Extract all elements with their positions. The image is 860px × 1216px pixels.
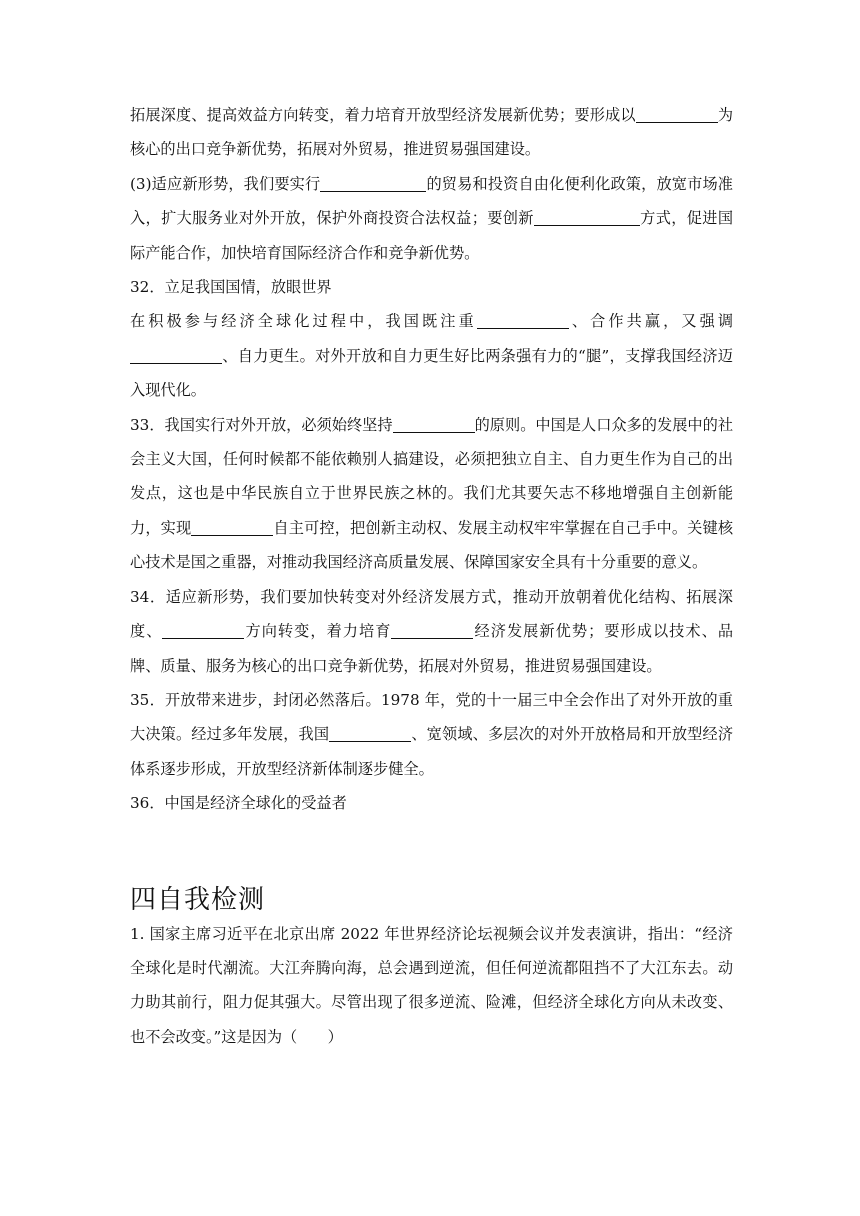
text-run: 、宽领域、多层次的对外开放格局和开放型经济体系逐步形成，开放型经济新体制逐步健全。: [130, 725, 734, 778]
fill-blank[interactable]: [130, 345, 222, 364]
document-page: [130, 98, 733, 1054]
text-run: 经济发展新优势；要形成以技术、品牌、质量、服务为核心的出口竞争新优势，拓展对外贸易，推进贸易强国建设。: [130, 622, 734, 675]
paragraph-item-3: [130, 167, 733, 270]
fill-blank[interactable]: [636, 104, 718, 123]
question-36: 36．中国是经济全球化的受益者: [130, 794, 347, 813]
question-35: [130, 683, 733, 786]
fill-blank[interactable]: [320, 173, 426, 192]
text-run: 的贸易和投资自由化便利化政策，放宽市场准入，扩大服务业对外开放，保护外商投资合法权益；要创新: [130, 174, 733, 228]
text-run: 33．我国实行对外开放，必须始终坚持: [130, 415, 393, 434]
text-run: 方向转变，着力培育: [244, 622, 392, 641]
self-test-question-1: 1. 国家主席习近平在北京出席 2022 年世界经济论坛视频会议并发表演讲，指出：“经济全球化是时代潮流。大江奔腾向海，总会遇到逆流，但任何逆流都阻挡不了大江东去。动力助其前行，阻力促其强大。尽管出现了很多逆流、险滩，但经济全球化方向从未改变、也不会改变。”这是因为（ ）: [130, 924, 733, 1046]
question-32-title: 32．立足我国国情，放眼世界: [130, 278, 332, 297]
fill-blank[interactable]: [534, 207, 640, 226]
text-run: 在积极参与经济全球化过程中，我国既注重: [130, 312, 477, 331]
fill-blank[interactable]: [191, 517, 273, 536]
text-run: 拓展深度、提高效益方向转变，着力培育开放型经济发展新优势；要形成以: [130, 106, 636, 124]
fill-blank[interactable]: [162, 620, 244, 639]
text-run: 自主可控，把创新主动权、发展主动权牢牢掌握在自己手中。关键核心技术是国之重器，对推动我国经济高质量发展、保障国家安全具有十分重要的意义。: [130, 518, 734, 572]
question-34: [130, 580, 733, 683]
text-run: 方式，促进国际产能合作，加快培育国际经济合作和竞争新优势。: [130, 209, 733, 262]
text-run: 34．适应新形势，我们要加快转变对外经济发展方式，推动开放朝着优化结构、拓展深度、: [130, 587, 733, 641]
text-run: 、合作共赢，又强调: [568, 312, 733, 331]
fill-blank[interactable]: [329, 723, 411, 742]
fill-blank[interactable]: [477, 310, 569, 329]
text-run: (3)适应新形势，我们要实行: [130, 174, 321, 193]
text-run: 、自力更生。对外开放和自力更生好比两条强有力的“腿”，支撑我国经济迈入现代化。: [130, 346, 733, 400]
text-run: 35．开放带来进步，封闭必然落后。1978 年，党的十一届三中全会作出了对外开放的重大决策。经过多年发展，我国: [130, 690, 733, 744]
question-32-body: [130, 304, 733, 407]
fill-blank[interactable]: [393, 414, 475, 433]
paragraph-continued: [130, 98, 733, 167]
text-run: 的原则。中国是人口众多的发展中的社会主义大国，任何时候都不能依赖别人搞建设，必须把独立自主、自力更生作为自己的出发点，这也是中华民族自立于世界民族之林的。我们尤其要矢志不移地增强自主创新能力，实现: [130, 415, 734, 537]
text-run: 为核心的出口竞争新优势，拓展对外贸易，推进贸易强国建设。: [130, 106, 734, 159]
section-heading: 四自我检测: [130, 884, 266, 915]
fill-blank[interactable]: [391, 620, 473, 639]
question-33: [130, 408, 733, 580]
